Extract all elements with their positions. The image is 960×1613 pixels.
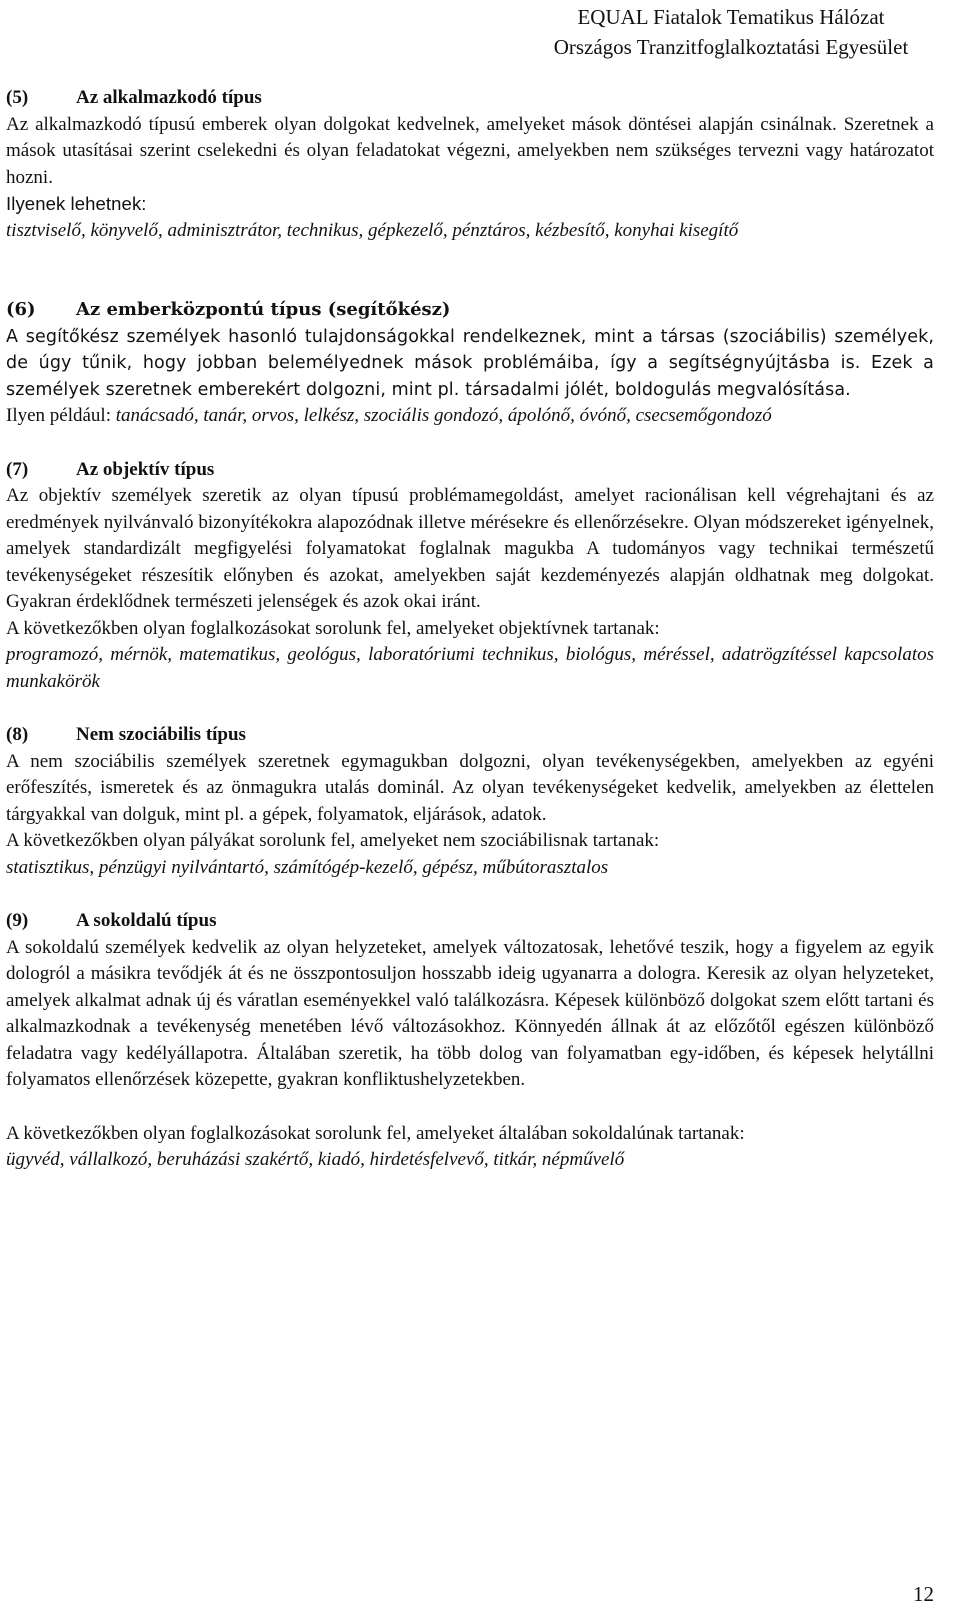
header-line-1: EQUAL Fiatalok Tematikus Hálózat bbox=[577, 5, 885, 29]
section-title bbox=[6, 457, 934, 484]
occupation-list: tisztviselő, könyvelő, adminisztrátor, technikus, gépkezelő, pénztáros, kézbesítő, konyhai kisegítő bbox=[6, 219, 739, 241]
section-intro: A következőkben olyan foglalkozásokat sorolunk fel, amelyeket általában sokoldalúnak tartanak: bbox=[6, 1122, 745, 1144]
section-5 bbox=[6, 85, 934, 244]
section-9 bbox=[6, 908, 934, 1174]
section-title bbox=[6, 85, 934, 112]
section-title bbox=[6, 908, 934, 935]
section-heading: A sokoldalú típus bbox=[76, 910, 217, 931]
section-text: A sokoldalú személyek kedvelik az olyan helyzeteket, amelyek változatosak, lehetővé teszik, hogy a figyelem az egyik dologról a másikra tevődjék át és ne összpontosuljon hosszabb ideig ugyanarra a dologra. Keresik az olyan helyzeteket, amelyek alkalmat adnak új és váratlan eseményekkel való találkozásra. Képesek különböző dolgokat szem előtt tartani és alkalmazkodnak a tevékenység menetében lévő változásokhoz. Könnyedén állnak át az előzőtől egészen különböző feladatra vagy kedélyállapotra. Általában szeretik, ha több dolog van folyamatban egy-időben, és képesek helytállni folyamatos ellenőrzések közepette, gyakran konfliktushelyzetekben. bbox=[6, 936, 934, 1090]
section-8 bbox=[6, 722, 934, 881]
section-title bbox=[6, 297, 934, 324]
section-intro: Ilyen például: bbox=[6, 405, 111, 426]
section-number: (7) bbox=[6, 458, 29, 480]
header-line-2: Országos Tranzitfoglalkoztatási Egyesület bbox=[553, 35, 909, 59]
section-intro: A következőkben olyan foglalkozásokat sorolunk fel, amelyeket objektívnek tartanak: bbox=[6, 617, 660, 639]
section-text: A nem szociábilis személyek szeretnek egymagukban dolgozni, olyan tevékenységekben, amelyekben az egyéni erőfeszítés, ismeretek és az önmagukra utalás dominál. Az olyan tevékenységeket kedvelik, amelyekben az élettelen tárgyakkal van dolguk, mint pl. a gépek, folyamatok, eljárások, adatok. bbox=[6, 750, 934, 825]
document-body bbox=[6, 85, 934, 1201]
occupation-list: programozó, mérnök, matematikus, geológus, laboratóriumi technikus, biológus, méréssel, adatrögzítéssel kapcsolatos munkakörök bbox=[6, 644, 934, 692]
section-heading: Nem szociábilis típus bbox=[76, 724, 246, 745]
section-text: Az alkalmazkodó típusú emberek olyan dolgokat kedvelnek, amelyeket mások döntései alapján csinálnak. Szeretnek a mások utasításai szerint cselekedni és olyan feladatokat végezni, amelyekben nem szükséges tervezni vagy határozatot hozni. bbox=[6, 113, 934, 188]
section-number: (5) bbox=[6, 87, 29, 108]
section-number: (8) bbox=[6, 724, 29, 745]
section-number: (9) bbox=[6, 910, 29, 931]
page-header bbox=[516, 2, 946, 62]
section-heading: Az alkalmazkodó típus bbox=[76, 87, 262, 108]
occupation-list: tanácsadó, tanár, orvos, lelkész, szociális gondozó, ápolónő, óvónő, csecsemőgondozó bbox=[115, 405, 772, 426]
section-text: A segítőkész személyek hasonló tulajdonságokkal rendelkeznek, mint a társas (szociábilis) személyek, de úgy tűnik, hogy jobban belemélyednek mások problémáiba, így a segítségnyújtásba is. Ezek a személyek szeretnek emberekért dolgozni, mint pl. társadalmi jólét, boldogulás megvalósítása. bbox=[6, 326, 934, 400]
section-intro-line bbox=[6, 403, 934, 430]
section-intro: A következőkben olyan pályákat sorolunk fel, amelyeket nem szociábilisnak tartanak: bbox=[6, 830, 660, 851]
page-number: 12 bbox=[913, 1582, 934, 1606]
section-title bbox=[6, 722, 934, 749]
section-number: (6) bbox=[6, 299, 36, 320]
occupation-list: statisztikus, pénzügyi nyilvántartó, számítógép-kezelő, gépész, műbútorasztalos bbox=[6, 856, 609, 878]
section-heading: Az objektív típus bbox=[76, 458, 215, 480]
section-6 bbox=[6, 297, 934, 430]
section-text: Az objektív személyek szeretik az olyan típusú problémamegoldást, amelyet racionálisan kell végrehajtani és az eredmények nyilvánvaló bizonyítékokra alapozódnak illetve mérésekre és ellenőrzésekre. Olyan módszereket igényelnek, amelyek standardizált megfigyelési folyamatokat foglalnak magukba A tudományos vagy technikai természetű tevékenységeket részesítik előnyben és azokat, amelyekben saját kezdeményezés alapján oldhatnak meg dolgokat. Gyakran érdeklődnek természeti jelenségek és azok okai iránt. bbox=[6, 485, 934, 612]
occupation-list: ügyvéd, vállalkozó, beruházási szakértő, kiadó, hirdetésfelvevő, titkár, népművelő bbox=[6, 1149, 625, 1170]
section-heading: Az emberközpontú típus (segítőkész) bbox=[76, 299, 451, 320]
section-7 bbox=[6, 457, 934, 696]
section-intro: Ilyenek lehetnek: bbox=[6, 193, 147, 214]
